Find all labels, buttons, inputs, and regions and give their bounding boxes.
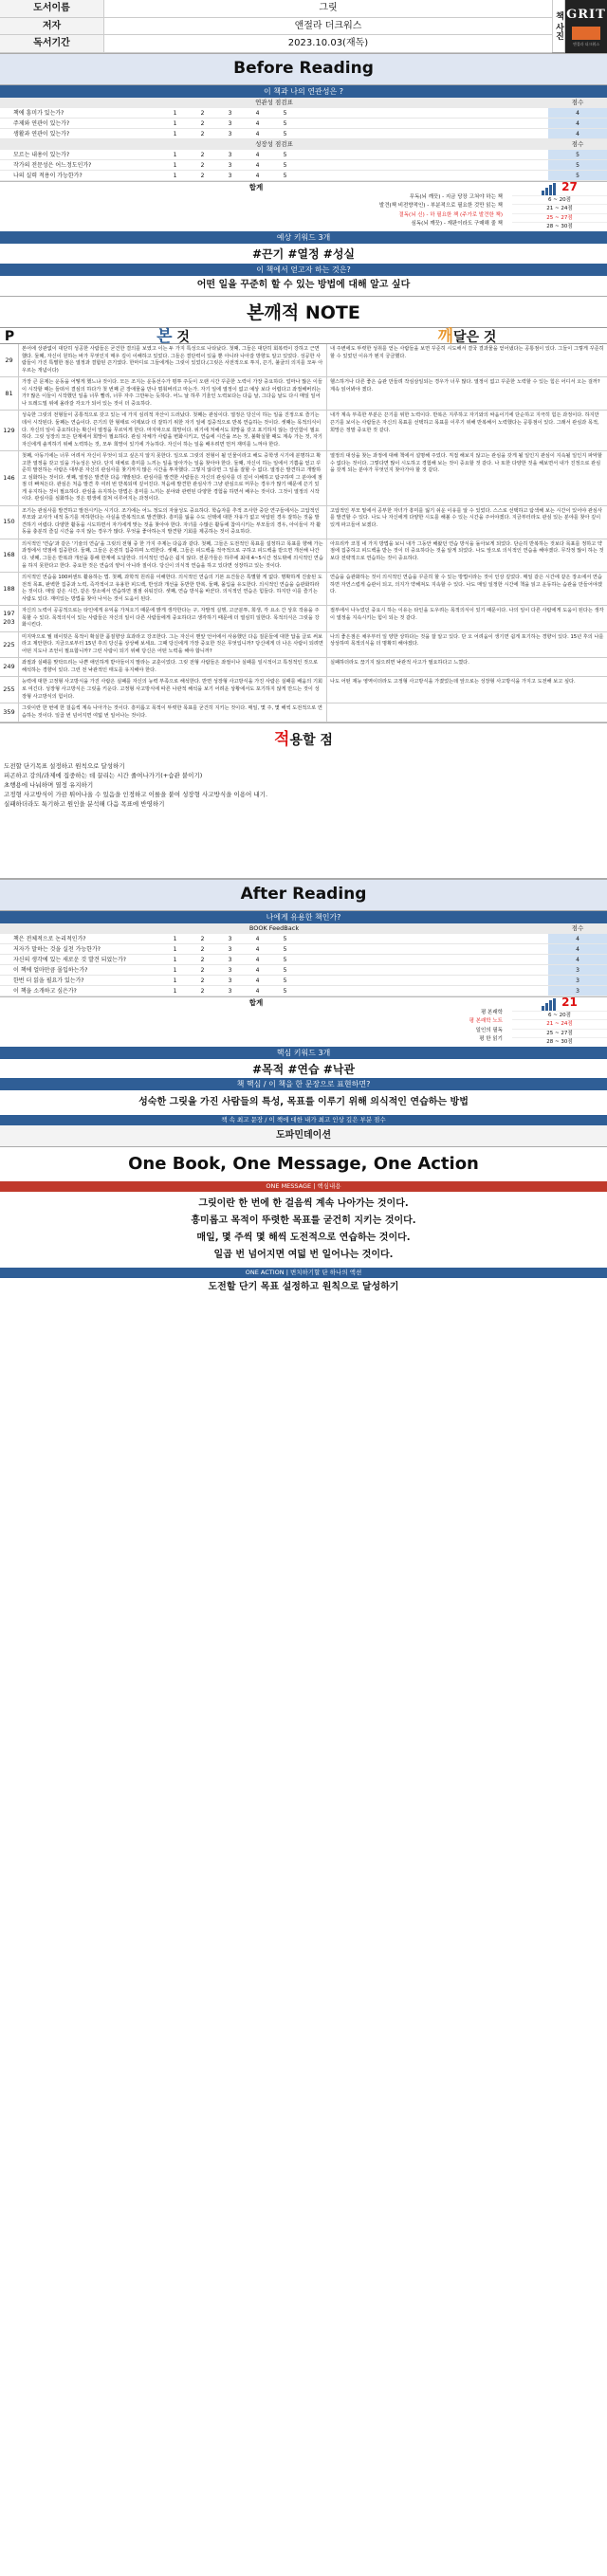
- rating-option[interactable]: 1: [173, 151, 177, 158]
- summary-range: 28 ~ 30점: [512, 1037, 607, 1047]
- checklist-question: 이 책을 소개하고 싶은가?: [13, 987, 77, 995]
- rating-option[interactable]: 1: [173, 987, 177, 995]
- note-row: [0, 451, 607, 506]
- keyword-band: 핵심 키워드 3개: [0, 1047, 607, 1059]
- note-realized-text[interactable]: 아프리카 코칭 네 가지 방법을 보니 내가 그동안 해왔던 연습 방식을 돌아보게 되었다. 단순히 반복하는 것보다 목표를 정하고 약점에 집중하고 피드백을 받는 것이 더 중요하다는 것을 알게 되었다. 나도 앞으로 의식적인 연습을 해야겠다. 무작정 많이 하는 것보다 전략적으로 연습하는 것이 중요하다.: [330, 540, 604, 561]
- feedback-rows: [0, 934, 607, 996]
- score-cell[interactable]: 5: [548, 171, 607, 180]
- note-page-number: 225: [0, 632, 19, 658]
- score-header: 점수: [571, 923, 584, 932]
- note-page-number: 150: [0, 506, 19, 539]
- keyword-band: 예상 키워드 3개: [0, 231, 607, 244]
- note-row: [0, 658, 607, 677]
- checklist-question: 저자가 말하는 것을 실천 가능한가?: [13, 945, 101, 953]
- apply-body[interactable]: [0, 756, 607, 879]
- rating-option[interactable]: 1: [173, 966, 177, 974]
- total-score: [512, 182, 607, 195]
- seen-label: 것: [172, 330, 190, 346]
- page-column-header: P: [4, 329, 15, 345]
- note-row: [0, 632, 607, 659]
- summary-line: 발견(책 비전향적인) - 부분적으로 필요한 것만 읽는 책: [378, 203, 503, 210]
- rating-option[interactable]: 2: [200, 987, 205, 995]
- book-photo-label: 책 사진: [552, 0, 565, 52]
- note-seen-text[interactable]: 능력에 대한 고정형 사고방식을 가진 사람은 실패를 자신의 능력 부족으로 해석한다. 반면 성장형 사고방식을 가진 사람은 실패를 배움의 기회로 여긴다. 성장형 사고방식은 그릿을 키운다. 고정형 사고방식에 따른 나관적 해석을 보기 어려운 상황에서도 포기하지 않게 만드는 것이 성장형 사고방식의 힘이다.: [19, 677, 327, 703]
- rating-option[interactable]: 2: [200, 956, 205, 963]
- rating-option[interactable]: 5: [283, 161, 287, 169]
- note-seen-text[interactable]: 본어에 상관없이 대단히 성공한 사람들은 굳건한 결의를 보였고 이는 두 가지 특성으로 나타났다. 첫째, 그들은 대단히 회복력이 강하고 근면했다. 둘째, 자신이 원하는 바가 무엇인지 매우 깊이 이해하고 있었다. 그들은 결단력이 있을 뿐 아니라 나아갈 방향도 알고 있었다. 성공한 사람들이 가진 특별한 점은 열정과 결합된 끈기였다. 한마디로 그들에게는 그릿이 있었다.(그릿은 사전적으로 투지, 끈기, 불굴의 의지를 모두 아우르는 개념이다): [19, 344, 327, 376]
- spacer: [299, 108, 548, 118]
- checklist-question: 주제와 연관이 있는가?: [13, 119, 70, 127]
- note-page-number: 255: [0, 677, 19, 703]
- rating-option[interactable]: 4: [255, 987, 260, 995]
- book-info-header: [0, 0, 607, 53]
- rating-option[interactable]: 3: [228, 987, 232, 995]
- rating-option[interactable]: 3: [228, 161, 232, 169]
- rating-option[interactable]: 4: [255, 172, 260, 179]
- note-page-number: 197 203: [0, 606, 19, 631]
- checklist-question: 책은 전체적으로 논리적인가?: [13, 935, 86, 942]
- summary-range: 25 ~ 27점: [512, 213, 607, 223]
- apply-line: 실패하더라도 툭기하고 원인을 분석해 다음 목표에 반영하기: [4, 800, 165, 809]
- note-realized-text[interactable]: 나도 어떤 재능 영역이더라도 고정형 사고방식을 가졌었는데 앞으로는 성장형 사고방식을 가지고 도전해 보고 싶다.: [330, 679, 576, 685]
- rating-option[interactable]: 3: [228, 977, 232, 984]
- realized-column-header: [327, 327, 607, 347]
- spacer: [299, 150, 548, 159]
- score-cell[interactable]: 4: [548, 934, 607, 943]
- note-seen-text[interactable]: 미지막으로 뭘 데이빗은 목적이 확실한 품질향상 효과라고 강조한다. 그는 자신이 맨앞 언어에서 사용했던 다음 질문들에 대한 답을 글로 써보라고 제안한다. 지금으로부터 15년 후의 당신을 상상해 보세요. 그때 당신에게 가장 중요한 것은 무엇입니까? 당신에게 더 나은 사람이 되려면 어떤 지도나 조언이 필요합니까? 그런 사람이 되기 위해 당신은 어떤 노력을 해야 합니까?: [19, 632, 327, 658]
- rating-option[interactable]: 2: [200, 966, 205, 974]
- total-score-value: 21: [561, 995, 578, 1009]
- checklist-row: [0, 171, 607, 181]
- summary-lines: [0, 193, 512, 229]
- rating-option[interactable]: 2: [200, 172, 205, 179]
- growth-header-label: 성장성 점검표: [255, 139, 293, 148]
- question-band: 이 책에서 얻고자 하는 것은?: [0, 264, 607, 276]
- reading-period-label: 독서기간: [0, 35, 104, 52]
- note-row: [0, 606, 607, 632]
- book-title-value[interactable]: 그릿: [319, 3, 338, 13]
- rating-option[interactable]: 4: [255, 161, 260, 169]
- relevance-rows: [0, 108, 607, 139]
- summary-range: 28 ~ 30점: [512, 222, 607, 231]
- rating-option[interactable]: 3: [228, 130, 232, 137]
- reason-band: 책 핵심 / 이 책을 한 문장으로 표현하면?: [0, 1078, 607, 1090]
- one-message-band: ONE MESSAGE | 핵심내용: [0, 1181, 607, 1192]
- checklist-row: [0, 955, 607, 965]
- author-value[interactable]: 앤절라 더크워스: [294, 20, 362, 31]
- note-realized-text[interactable]: 연습을 습관화하는 것이 의식적인 연습을 꾸준히 할 수 있는 방법이라는 것이 인상 깊었다. 매일 같은 시간에 같은 장소에서 연습하면 자연스럽게 습관이 되고, 의지가 약해져도 지속할 수 있다. 나도 매일 일정한 시간에 책을 읽고 운동하는 습관을 만들어야겠다.: [330, 575, 602, 595]
- rating-option[interactable]: 1: [173, 956, 177, 963]
- cover-accent-bar: [572, 27, 600, 40]
- note-title: 본깨적 NOTE: [0, 296, 607, 328]
- cover-title: GRIT: [566, 7, 606, 22]
- author-label: 저자: [0, 18, 104, 35]
- score-cell[interactable]: 5: [548, 160, 607, 170]
- rating-option[interactable]: 4: [255, 119, 260, 127]
- rating-option[interactable]: 3: [228, 945, 232, 953]
- note-page-number: 359: [0, 703, 19, 722]
- summary-title: 합계: [248, 182, 264, 192]
- note-seen-text[interactable]: 첫째, 아동기에는 너무 어려서 자신이 무엇이 되고 싶은지 알지 못한다. 일으로 그릿의 전형이 될 인물이라고 해도 중학생 시기에 분명하고 확고한 열정을 갖고 있을 가능성은 낮다. 단지 대체로 흥미를 느끼는 일을 알아가는 일을 찾아야 한다. 둘째, 자신이 하는 일에서 기쁨을 얻고 꾸준히 발전하는 사람은 대부분 자신의 관심사를 찾기까지 많은 시간을 투자했다. 그렇지 않다면 그 일을 잘할 수 없다. 열정은 발견하고 개발하고 심화하는 것이다. 셋째, 열정은 발견한 다음 개발된다. 관심사를 발견한 사람들은 자신의 관심사를 더 깊이 이해하고 탐구하며 그 분야에 점점 더 빠져든다. 관심은 처음 발견 후 여러 번 반복되며 깊어진다. 처음에 발견한 관심사가 그냥 관심으로 머무는 경우가 많기 때문에 끈기 있게 유지하는 것이 필요하다. 관심을 유지하는 방법은 흥미를 느끼는 분야와 관련된 다양한 경험을 하면서 배우는 것이다. 그것이 열정의 시작이다. 관심사를 심화하는 것은 평생에 걸쳐 이루어지는 과정이다.: [19, 451, 327, 505]
- toolbox-band: 책 속 최고 문장 / 이 책에 대한 내가 최고 인상 깊은 부분 점수: [0, 1115, 607, 1125]
- book-one-line[interactable]: 성숙한 그릿을 가진 사람들의 특성, 목표를 이루기 위해 의식적인 연습하는 방법: [138, 1097, 469, 1108]
- note-seen-text[interactable]: 가장 큰 문제는 운동을 어떻게 했느냐 것이다. 모든 조지는 운동선수가 평투 주듯이 오랜 시간 꾸준한 노력이 가장 중요하다. 얼마나 많은 이들이 시작할 때는 들떠서 결심의 하다가 첫 번째 큰 장애물을 만나 멈춰버리고 마는가. 자기 일에 열정이 없고 예상 보다 어렵다고 좌절해버리는가? 많은 이들이 시작했던 일을 너무 빨리, 너무 자주 그만두는 듯하다. 어느 날 하루 기울인 노력보다는 다음 날, 그다음 날도 다시 매일 일어나 트레드밀 위에 올라갈 각오가 되어 있는 것이 더 중요하다.: [19, 377, 327, 410]
- summary-title: 합계: [248, 997, 264, 1007]
- rating-option[interactable]: 2: [200, 945, 205, 953]
- note-page-number: 168: [0, 539, 19, 572]
- note-realized-text[interactable]: 내가 계속 부족한 부분은 끈기를 위한 노력이다. 반복은 지루하고 자기와의 싸움이기에 단순하고 지극히 힘든 과정이다. 하지만 끈기를 보이는 사람들은 자신의 목표를 선택하고 목표를 이루기 위해 반복해서 노력했다는 공통점이 있다. 그래서 관심과 목적, 희망은 정말 중요한 것 같다.: [330, 412, 599, 433]
- spacer: [299, 955, 548, 964]
- note-realized-text[interactable]: 절부에서 나누었던 중요시 하는 이유는 타인을 도우려는 목적의식이 있기 때문이다. 나의 일이 다른 사람에게 도움이 된다는 생각이 열정을 지속시키는 힘이 되는 것 같다.: [330, 608, 604, 621]
- spacer: [299, 171, 548, 180]
- book-title-label: 도서이름: [0, 0, 104, 17]
- summary-range: 6 ~ 20점: [512, 1011, 607, 1020]
- score-cell[interactable]: 3: [548, 986, 607, 996]
- one-message-body: [0, 1192, 607, 1268]
- spacer: [299, 934, 548, 943]
- message-line: 흥미롭고 목적이 뚜렷한 목표를 굳건히 지키는 것이다.: [191, 1215, 416, 1226]
- rating-option[interactable]: 4: [255, 935, 260, 942]
- message-line: 일곱 번 넘어지면 여덟 번 일어나는 것이다.: [213, 1249, 394, 1260]
- note-page-number: 81: [0, 377, 19, 410]
- expected-keywords[interactable]: #끈기 #열정 #성실: [251, 247, 356, 261]
- rating-option[interactable]: 4: [255, 109, 260, 117]
- checklist-question: 작가의 전문성은 어느정도인가?: [13, 161, 92, 169]
- note-header: [0, 327, 607, 347]
- rating-option[interactable]: 1: [173, 935, 177, 942]
- note-realized-text[interactable]: 나의 좋은점은 채우부터 일 양한 상하다는 것을 잘 알고 있다. 단 오 어려움이 생기면 쉽게 포기하는 경향이 있다. 15년 후의 나를 상상하며 목적의식을 더 명확히 해야겠다.: [330, 633, 604, 648]
- spacer: [299, 976, 548, 985]
- summary-line: 평 본래학: [480, 1009, 503, 1015]
- note-row: [0, 539, 607, 573]
- rating-option[interactable]: 1: [173, 109, 177, 117]
- rating-option[interactable]: 4: [255, 945, 260, 953]
- note-seen-text[interactable]: 자신의 노력이 공공적으로는 타인에게 유익을 가져오기 때문에 밝게 생각한다는 구, 자발적 실행, 고군분투, 희생, 각 요소 간 상호 작용을 주목할 수 있다. 목적의식이 있는 사람들은 자신의 일이 다른 사람들에게 중요하다고 생각하기 때문에 더 열심히 일한다. 목적의식은 그릿을 강화시킨다.: [19, 606, 327, 631]
- checklist-row: [0, 986, 607, 996]
- after-summary: [0, 996, 607, 1047]
- note-realized-text[interactable]: 내 주변에도 뚜렷한 성취를 얻는 사람들을 보면 꾸준히 시도해서 결국 결과물을 얻어냈다는 공통점이 있다. 그들이 그렇게 꾸준히 할 수 있었던 이유가 뭔지 궁금했다.: [330, 346, 604, 359]
- checklist-row: [0, 944, 607, 955]
- reading-period-value[interactable]: 2023.10.03(재독): [287, 38, 369, 49]
- score-cell[interactable]: 3: [548, 976, 607, 985]
- checklist-row: [0, 160, 607, 171]
- rating-option[interactable]: 1: [173, 119, 177, 127]
- feedback-header-label: BOOK FeedBack: [248, 923, 300, 932]
- apply-line: 피곤하고 강의/과제에 집중하는 데 끌리는 시간 줄여나가기(+습관 붙이기): [4, 771, 203, 779]
- growth-header: [0, 139, 607, 150]
- note-seen-text[interactable]: 그릿이란 한 번에 한 걸음씩 계속 나아가는 것이다. 흥미롭고 목적이 뚜렷한 목표를 굳건히 지키는 것이다. 매일, 몇 주, 몇 해씩 도전적으로 연습하는 것이다. 일곱 번 넘어지면 여덟 번 일어나는 것이다.: [19, 703, 327, 722]
- score-header: 점수: [571, 98, 584, 106]
- summary-range: 25 ~ 27점: [512, 1029, 607, 1038]
- apply-line: 고정형 사고방식이 가끔 튀어나올 수 있음을 인정하고 이를을 붙여 성장형 사고방식을 이용어 내기.: [4, 791, 268, 799]
- rating-option[interactable]: 5: [283, 130, 287, 137]
- reading-goal[interactable]: 어떤 일을 꾸준히 할 수 있는 방법에 대해 알고 싶다: [196, 279, 411, 290]
- spacer: [299, 119, 548, 128]
- rating-option[interactable]: 5: [283, 987, 287, 995]
- checklist-row: [0, 119, 607, 129]
- note-seen-text[interactable]: 성숙한 그릿의 전형들이 공통적으로 갖고 있는 네 가지 심리적 자산이 드러났다. 첫째는 관심이다. 열정은 당신이 하는 일을 진정으로 즐기는 데서 시작된다. 둘째는 연습이다. 끈기의 한 형태로 어제보다 더 잘하기 위한 자기 일에 집중적으로 반복 연습하는 것이다. 셋째는 목적의식이다. 자신의 일이 중요하다는 확신이 열정을 무르익게 한다. 마지막으로 희망이다. 위기에 처해서도 희망을 갖고 포기하지 않는 강인함이 필요하다. 그릿 성장의 모든 단계에서 희망이 필요하다. 관심 자체가 사람을 변화시키고, 연습에 시간을 쓰는 것, 불확실할 때도 계속 가는 것, 자기 자신에게 솔직하기 위해 노력하는 것, 모두 희망이 있기에 가능하다. 자신이 하는 일을 배우려면 먼저 재미를 느껴야 한다.: [19, 411, 327, 450]
- summary-range-list: [512, 195, 607, 231]
- summary-line: 평 본래학 노트: [469, 1018, 503, 1025]
- total-score: [512, 997, 607, 1011]
- summary-ranges: [512, 997, 607, 1047]
- note-page-number: 129: [0, 411, 19, 450]
- relevance-band: 이 책과 나의 연관성은 ?: [0, 85, 607, 98]
- summary-range-list: [512, 1011, 607, 1047]
- summary-line: 평 한 읽기: [479, 1036, 503, 1043]
- rating-option[interactable]: 3: [228, 172, 232, 179]
- apply-line: 도전할 단기목표 설정하고 원칙으로 달성하기: [4, 761, 125, 770]
- checklist-row: [0, 934, 607, 944]
- realized-accent: 깨: [437, 327, 453, 347]
- note-page-number: 249: [0, 658, 19, 676]
- rating-option[interactable]: 4: [255, 151, 260, 158]
- score-cell[interactable]: 4: [548, 955, 607, 964]
- rating-option[interactable]: 2: [200, 161, 205, 169]
- before-reading-title: Before Reading: [0, 53, 607, 85]
- rating-option[interactable]: 5: [283, 977, 287, 984]
- summary-line: 일인의 필독: [475, 1027, 503, 1033]
- rating-option[interactable]: 3: [228, 151, 232, 158]
- bar-chart-icon: [542, 183, 556, 195]
- apply-accent: 적: [274, 730, 290, 750]
- checklist-row: [0, 108, 607, 119]
- one-book-title: One Book, One Message, One Action: [128, 1154, 479, 1175]
- total-score-value: 27: [561, 180, 578, 193]
- checklist-question: 이 책에 얼마만큼 몰입하는가?: [13, 966, 88, 974]
- rating-option[interactable]: 5: [283, 109, 287, 117]
- rating-option[interactable]: 3: [228, 109, 232, 117]
- note-realized-text[interactable]: 헬스하거나 다른 좋은 습관 만들려 작심삼일되는 경우가 너무 많다. 열정이 없고 꾸준한 노력할 수 있는 힘은 어디서 오는 걸까? 계속 읽어봐야 겠다.: [330, 379, 600, 393]
- one-action-band: ONE ACTION | 변치하기할 단 하나의 액션: [0, 1268, 607, 1278]
- score-cell[interactable]: 4: [548, 944, 607, 954]
- spacer: [299, 944, 548, 954]
- rating-option[interactable]: 4: [255, 956, 260, 963]
- note-realized-text[interactable]: [327, 703, 607, 722]
- summary-labels: [0, 182, 512, 231]
- core-keywords[interactable]: #목적 #연습 #낙관: [251, 1062, 356, 1076]
- score-cell[interactable]: 4: [548, 129, 607, 138]
- note-row: [0, 411, 607, 451]
- note-seen-text[interactable]: 조기는 관심사를 발견하고 발전시키는 시기다. 조기에는 어느 정도의 자율성도 중요하다. 학습자를 추적 조사한 중단 연구들에서는 고압적인 부모와 교사가 내적 동기를 저하한다는 사실을 반복적으로 발견했다. 흥미를 잃을 수도 선택에 대한 자유가 없고 억압된 경우 잘하는 것을 발견하기 어렵다. 다양한 활동을 시도하면서 자기에게 맞는 것을 찾아야 한다. 자녀를 수많은 활동에 참여시키는 부모들의 경우, 아이들이 각 활동을 충분히 즐길 시간을 주지 않는 경우가 많다. 무엇을 좋아하는지 발견할 기회를 제공하는 것이 중요하다.: [19, 506, 327, 539]
- bar-chart-icon: [542, 998, 556, 1011]
- note-row: [0, 703, 607, 722]
- summary-ranges: [512, 182, 607, 231]
- one-action[interactable]: 도전할 단기 목표 설정하고 원칙으로 달성하기: [208, 1281, 399, 1292]
- book-info-row: [0, 0, 552, 18]
- note-seen-text[interactable]: 좌절과 실패를 맞닥뜨리는 나쁜 애인하게 받아들이지 말라는 교훈이었다. 그릿 전형 사람들은 좌절이나 실패를 일시적이고 특정적인 것으로 해석하는 경향이 있다. 그런 전 낙관적인 태도를 유지해야 한다.: [19, 658, 327, 676]
- note-row: [0, 344, 607, 377]
- note-row: [0, 377, 607, 411]
- summary-labels: [0, 997, 512, 1047]
- summary-line: 무독(뇌 깨끗) - 지금 당장 고쳐야 하는 책: [409, 193, 503, 200]
- rating-option[interactable]: 5: [283, 172, 287, 179]
- note-realized-text[interactable]: 열정의 대상을 찾는 과정에 대해 책에서 설명해 주었다. 직접 해보지 않고는 관심을 갖게 될 일인지 관심이 지속될 일인지 파악할 수 없다는 것이다. 그렇다면 많이 시도하고 경험해 보는 것이 중요할 것 같다. 나 또한 다양한 것을 해보면서 내가 진정으로 관심을 갖게 되는 분야가 무엇인지 찾아가야 할 것 같다.: [330, 453, 602, 474]
- note-rows: [0, 344, 607, 722]
- message-line: 그릿이란 한 번에 한 걸음씩 계속 나아가는 것이다.: [198, 1197, 409, 1209]
- summary-range: 21 ~ 24점: [512, 1019, 607, 1029]
- rating-option[interactable]: 2: [200, 935, 205, 942]
- rating-option[interactable]: 1: [173, 130, 177, 137]
- note-row: [0, 677, 607, 703]
- note-row: [0, 573, 607, 606]
- rating-option[interactable]: 1: [173, 945, 177, 953]
- rating-option[interactable]: 5: [283, 119, 287, 127]
- rating-option[interactable]: 2: [200, 130, 205, 137]
- score-header: 점수: [571, 139, 584, 148]
- apply-line: 초행용에 나눠하며 열정 유지하기: [4, 781, 94, 790]
- summary-line: 심독(뇌 깨끗) - 재판이라도 구매해 줄 책: [411, 221, 503, 228]
- summary-range: 21 ~ 24점: [512, 204, 607, 213]
- rating-option[interactable]: 3: [228, 966, 232, 974]
- rating-option[interactable]: 4: [255, 130, 260, 137]
- seen-accent: 본: [156, 327, 173, 347]
- note-realized-text[interactable]: 고압적인 부모 밑에서 공부한 자녀가 흥미를 잃기 쉬운 이유를 알 수 있었다. 스스로 선택하고 탐색해 보는 시간이 있어야 관심사를 발견할 수 있다. 나도 나 자신에게 다양한 시도를 해볼 수 있는 시간을 주어야겠다. 지금부터라도 관심 있는 분야를 찾아 깊이 있게 파고들어 보겠다.: [330, 507, 602, 528]
- rating-option[interactable]: 3: [228, 935, 232, 942]
- book-info-table: [0, 0, 552, 52]
- score-cell[interactable]: 5: [548, 150, 607, 159]
- note-page-number: 146: [0, 451, 19, 505]
- rating-option[interactable]: 1: [173, 161, 177, 169]
- summary-lines: [0, 1009, 512, 1045]
- checklist-question: 자신의 생각에 있는 새로운 것 발견 되었는가?: [13, 956, 126, 963]
- message-line: 매일, 몇 주씩 몇 해씩 도전적으로 연습하는 것이다.: [196, 1232, 411, 1243]
- rating-option[interactable]: 2: [200, 119, 205, 127]
- growth-rows: [0, 150, 607, 181]
- checklist-question: 나의 실력 적용이 가능한가?: [13, 172, 83, 179]
- rating-option[interactable]: 5: [283, 956, 287, 963]
- apply-title: [0, 722, 607, 756]
- book-info-row: [0, 18, 552, 36]
- after-reading-title: After Reading: [0, 879, 607, 911]
- summary-range: 6 ~ 20점: [512, 195, 607, 205]
- rating-option[interactable]: 2: [200, 151, 205, 158]
- note-seen-text[interactable]: 의식적인 연습을 100퍼센트 활용하는 법. 첫째, 과학적 원리를 이해한다. 의식적인 연습의 기본 요건들은 특별할 게 없다. 명확하게 진술된 도전적 목표, 완벽한 집중과 노력, 즉각적이고 유용한 피드백, 반성과 개선을 동반한 반복. 둘째, 몰입을 유도한다. 의식적인 연습을 습관화하라는 것이다. 매일 같은 시간, 같은 장소에서 연습하면 점점 쉬워진다. 셋째, 연습 방식을 바꾼다. 의식적인 연습은 힘들다. 하지만 이를 즐기는 사람도 있다. 재미있는 방법을 찾아 나서는 것이 도움이 된다.: [19, 573, 327, 605]
- checklist-row: [0, 150, 607, 160]
- score-cell[interactable]: 4: [548, 108, 607, 118]
- rating-option[interactable]: 5: [283, 945, 287, 953]
- book-cover-image: [565, 0, 607, 53]
- spacer: [299, 965, 548, 975]
- rating-option[interactable]: 3: [228, 956, 232, 963]
- feedback-header: [0, 923, 607, 934]
- rating-option[interactable]: 2: [200, 109, 205, 117]
- checklist-question: 책에 흥미가 있는가?: [13, 109, 64, 117]
- checklist-row: [0, 976, 607, 986]
- note-seen-text[interactable]: 의식적인 '연습'과 같은 '기술의 연습'을 그릿의 전형 중 한 가지 주제는 다음과 같다. 첫째, 그들은 도전적인 목표를 설정하고 목표를 향해 가는 과정에서 약점에 집중한다. 둘째, 그들은 온전히 집중하며 노력한다. 셋째, 그들은 피드백을 적극적으로 구하고 피드백을 받으면 개선해 나간다. 넷째, 그들은 반복과 개선을 통해 한계에 도달한다. 의식적인 연습은 쉽지 않다. 전문가들은 하루에 최대 4~5시간 정도밖에 의식적인 연습을 하지 못한다고 한다. 중요한 것은 연습의 양이 아니라 질이다. 당신이 의식적 연습을 하고 있다면 성장하고 있는 것이다.: [19, 539, 327, 572]
- best-phrase[interactable]: 도파민데이션: [0, 1125, 607, 1147]
- spacer: [299, 160, 548, 170]
- rating-option[interactable]: 4: [255, 977, 260, 984]
- rating-option[interactable]: 1: [173, 172, 177, 179]
- rating-option[interactable]: 4: [255, 966, 260, 974]
- useful-band: 나에게 유용한 책인가?: [0, 911, 607, 923]
- note-page-number: 29: [0, 344, 19, 376]
- checklist-question: 한번 더 읽을 필요가 있는가?: [13, 977, 84, 984]
- note-row: [0, 506, 607, 539]
- note-realized-text[interactable]: 실패하더라도 끊기지 않으려면 낙관적 사고가 필요하다고 느꼈다.: [330, 660, 469, 667]
- rating-option[interactable]: 5: [283, 151, 287, 158]
- relevance-header-label: 연관성 점검표: [255, 98, 293, 106]
- checklist-row: [0, 129, 607, 139]
- checklist-question: 모르는 내용이 있는가?: [13, 151, 70, 158]
- rating-option[interactable]: 5: [283, 935, 287, 942]
- rating-option[interactable]: 2: [200, 977, 205, 984]
- checklist-question: 생활과 연관이 있는가?: [13, 130, 70, 137]
- score-cell[interactable]: 4: [548, 119, 607, 128]
- rating-option[interactable]: 3: [228, 119, 232, 127]
- score-cell[interactable]: 3: [548, 965, 607, 975]
- cover-author: 앤절라 더크워스: [572, 41, 600, 46]
- book-info-row: [0, 35, 552, 53]
- before-summary: [0, 181, 607, 231]
- checklist-row: [0, 965, 607, 976]
- note-page-number: 188: [0, 573, 19, 605]
- seen-column-header: [19, 327, 327, 347]
- realized-label: 달은 것: [452, 330, 497, 346]
- rating-option[interactable]: 1: [173, 977, 177, 984]
- summary-line: 결독(뇌 신) - 하 필요한 책 (주가로 발견한 책): [398, 211, 503, 218]
- spacer: [299, 986, 548, 996]
- apply-label: 용할 점: [289, 733, 333, 749]
- relevance-header: [0, 98, 607, 108]
- spacer: [299, 129, 548, 138]
- rating-option[interactable]: 5: [283, 966, 287, 974]
